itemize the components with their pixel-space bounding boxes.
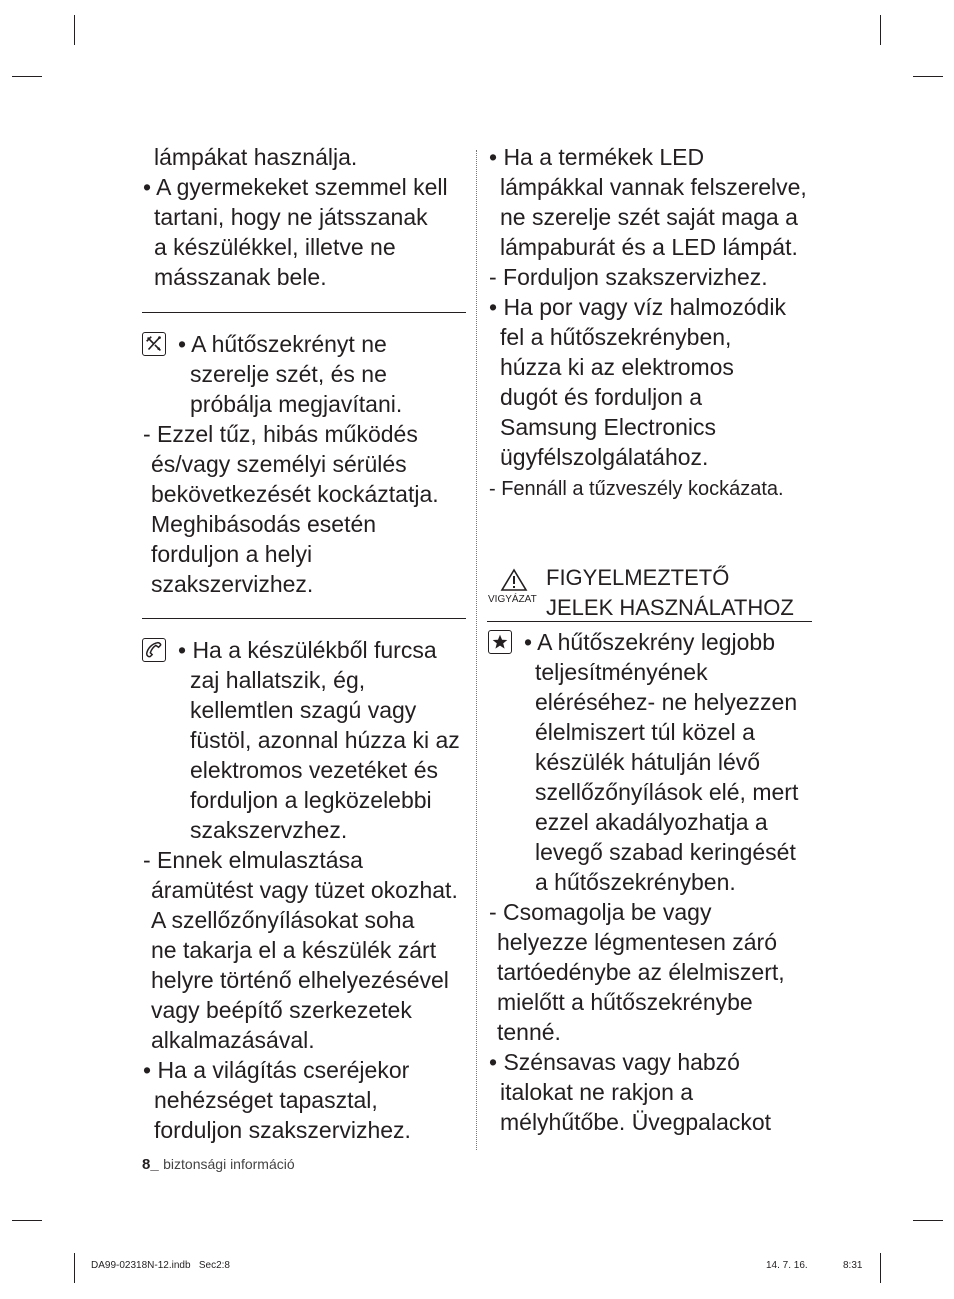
text-line: italokat ne rakjon a bbox=[500, 1079, 694, 1105]
text-line: Meghibásodás esetén bbox=[151, 511, 377, 537]
text-line: készülék hátulján lévő bbox=[535, 749, 761, 775]
file-name: DA99-02318N-12.indb Sec2:8 bbox=[91, 1260, 230, 1271]
print-date: 14. 7. 16. bbox=[766, 1260, 808, 1271]
text-line: szellőzőnyílások elé, mert bbox=[535, 779, 799, 805]
text-line: - Forduljon szakszervizhez. bbox=[489, 264, 768, 290]
text-line: - Ezzel tűz, hibás működés bbox=[143, 421, 418, 447]
text-line: - Ennek elmulasztása bbox=[143, 847, 363, 873]
text-line: • A hűtőszekrényt ne bbox=[178, 331, 387, 357]
text-line: ne takarja el a készülék zárt bbox=[151, 937, 437, 963]
text-line: nehézséget tapasztal, bbox=[154, 1087, 378, 1113]
text-line: szakszervzhez. bbox=[190, 817, 348, 843]
text-line: tartani, hogy ne játsszanak bbox=[154, 204, 428, 230]
text-line: • Ha a készülékből furcsa bbox=[178, 637, 437, 663]
text-line: levegő szabad keringését bbox=[535, 839, 796, 865]
crop-mark bbox=[12, 76, 42, 77]
text-line: tartóedénybe az élelmiszert, bbox=[497, 959, 785, 985]
text-line: a készülékkel, illetve ne bbox=[154, 234, 396, 260]
heading-underline bbox=[487, 621, 812, 622]
text-line: áramütést vagy tüzet okozhat. bbox=[151, 877, 458, 903]
text-line: elektromos vezetéket és bbox=[190, 757, 439, 783]
crop-mark bbox=[913, 76, 943, 77]
warning-label: VIGYÁZAT bbox=[488, 594, 537, 605]
text-line: • Ha por vagy víz halmozódik bbox=[489, 294, 786, 320]
text-line: ne szerelje szét saját maga a bbox=[500, 204, 798, 230]
crop-mark bbox=[12, 1220, 42, 1221]
text-line: forduljon a helyi bbox=[151, 541, 313, 567]
text-line: forduljon szakszervizhez. bbox=[154, 1117, 411, 1143]
text-line: másszanak bele. bbox=[154, 264, 327, 290]
text-line: ezzel akadályozhatja a bbox=[535, 809, 768, 835]
page-number: 8_ bbox=[142, 1156, 159, 1173]
text-line: tenné. bbox=[497, 1019, 561, 1045]
section-rule bbox=[142, 312, 466, 313]
star-icon bbox=[488, 630, 512, 654]
text-line: húzza ki az elektromos bbox=[500, 354, 734, 380]
crop-mark bbox=[880, 15, 881, 45]
text-line: dugót és forduljon a bbox=[500, 384, 703, 410]
section-title: biztonsági információ bbox=[163, 1156, 295, 1172]
text-line: lámpákat használja. bbox=[154, 144, 358, 170]
text-line: • A gyermekeket szemmel kell bbox=[143, 174, 448, 200]
text-line: füstöl, azonnal húzza ki az bbox=[190, 727, 460, 753]
text-line: bekövetkezését kockáztatja. bbox=[151, 481, 439, 507]
text-line: eléréséhez- ne helyezzen bbox=[535, 689, 798, 715]
text-line: zaj hallatszik, ég, bbox=[190, 667, 366, 693]
section-heading: FIGYELMEZTETŐ bbox=[546, 565, 730, 590]
section-heading: JELEK HASZNÁLATHOZ bbox=[546, 595, 794, 620]
text-line: - Fennáll a tűzveszély kockázata. bbox=[489, 478, 784, 500]
section-rule bbox=[142, 618, 466, 619]
text-line: teljesítményének bbox=[535, 659, 708, 685]
text-line: és/vagy személyi sérülés bbox=[151, 451, 407, 477]
text-line: lámpaburát és a LED lámpát. bbox=[500, 234, 798, 260]
text-line: • A hűtőszekrény legjobb bbox=[524, 629, 776, 655]
text-line: • Ha a termékek LED bbox=[489, 144, 705, 170]
text-line: • Ha a világítás cseréjekor bbox=[143, 1057, 410, 1083]
text-line: mélyhűtőbe. Üvegpalackot bbox=[500, 1109, 772, 1135]
text-line: helyre történő elhelyezésével bbox=[151, 967, 449, 993]
text-line: ügyfélszolgálatához. bbox=[500, 444, 709, 470]
column-divider bbox=[476, 150, 477, 1150]
text-line: vagy beépítő szerkezetek bbox=[151, 997, 412, 1023]
text-line: alkalmazásával. bbox=[151, 1027, 315, 1053]
no-disassembly-icon bbox=[142, 332, 166, 356]
print-time: 8:31 bbox=[843, 1260, 863, 1271]
crop-mark bbox=[74, 1253, 75, 1283]
text-line: helyezze légmentesen záró bbox=[497, 929, 777, 955]
phone-icon bbox=[142, 638, 166, 662]
text-line: szerelje szét, és ne bbox=[190, 361, 387, 387]
text-line: a hűtőszekrényben. bbox=[535, 869, 736, 895]
text-line: fel a hűtőszekrényben, bbox=[500, 324, 732, 350]
text-line: A szellőzőnyílásokat soha bbox=[151, 907, 415, 933]
text-line: - Csomagolja be vagy bbox=[489, 899, 712, 925]
text-line: élelmiszert túl közel a bbox=[535, 719, 755, 745]
crop-mark bbox=[913, 1220, 943, 1221]
text-line: • Szénsavas vagy habzó bbox=[489, 1049, 740, 1075]
page-footer bbox=[142, 1156, 295, 1174]
text-line: forduljon a legközelebbi bbox=[190, 787, 432, 813]
text-line: kellemtlen szagú vagy bbox=[190, 697, 417, 723]
warning-triangle-icon bbox=[500, 568, 528, 592]
crop-mark bbox=[880, 1253, 881, 1283]
crop-mark bbox=[74, 15, 75, 45]
text-line: Samsung Electronics bbox=[500, 414, 717, 440]
text-line: mielőtt a hűtőszekrénybe bbox=[497, 989, 753, 1015]
text-line: szakszervizhez. bbox=[151, 571, 314, 597]
text-line: lámpákkal vannak felszerelve, bbox=[500, 174, 807, 200]
text-line: próbálja megjavítani. bbox=[190, 391, 403, 417]
